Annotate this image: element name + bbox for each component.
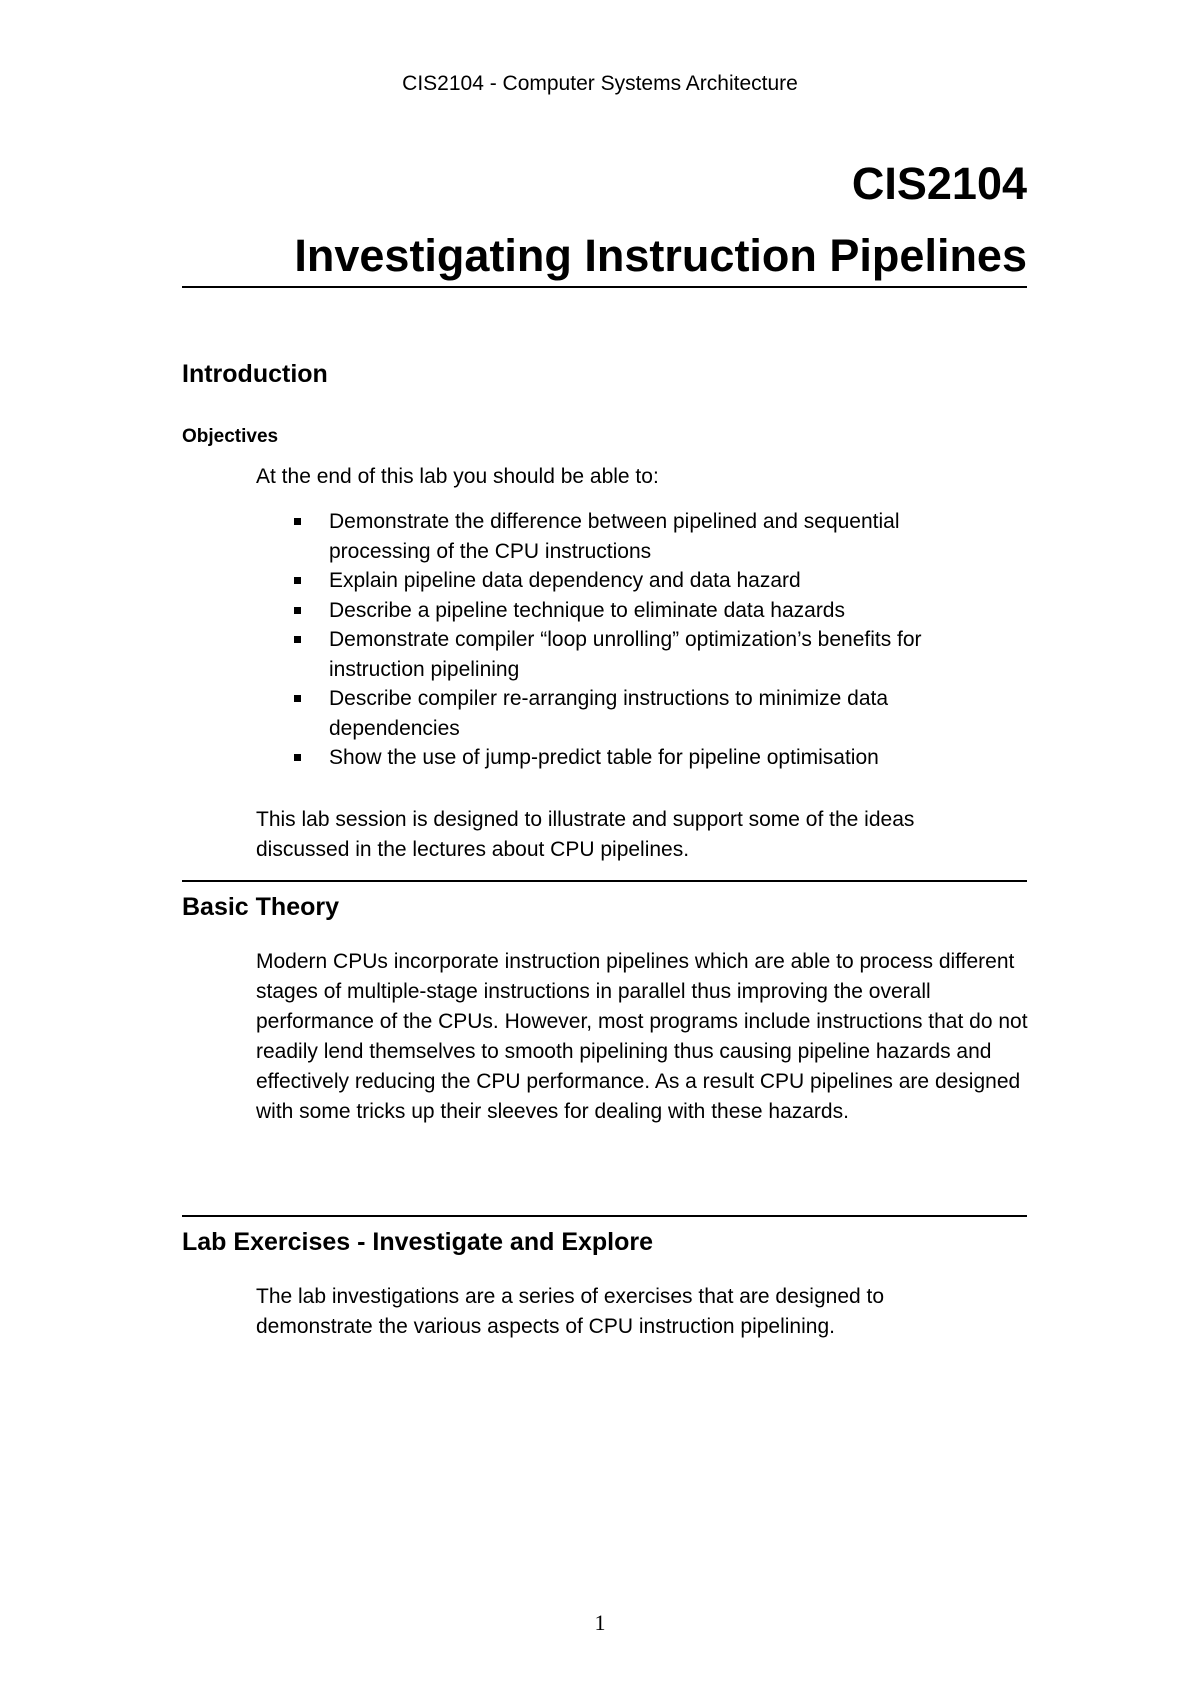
running-header: CIS2104 - Computer Systems Architecture (402, 72, 798, 95)
objectives-list (294, 507, 994, 773)
objective-text: Show the use of jump-predict table for pipeline optimisation (329, 746, 879, 769)
lab-exercises-paragraph: The lab investigations are a series of exercises that are designed to demonstrate the various aspects of CPU instruction pipelining. (256, 1285, 885, 1338)
list-item (294, 596, 994, 626)
objective-text: Demonstrate the difference between pipelined and sequential processing of the CPU instructions (329, 510, 900, 563)
title-divider (182, 286, 1027, 288)
square-bullet-icon (294, 607, 301, 614)
section-divider (182, 880, 1027, 882)
lab-exercises-heading: Lab Exercises - Investigate and Explore (182, 1228, 654, 1256)
basic-theory-heading: Basic Theory (182, 893, 340, 921)
objective-text: Explain pipeline data dependency and data hazard (329, 569, 801, 592)
objective-text: Demonstrate compiler “loop unrolling” optimization’s benefits for instruction pipelining (329, 628, 922, 681)
objective-text: Describe compiler re-arranging instructions to minimize data dependencies (329, 687, 889, 740)
square-bullet-icon (294, 636, 301, 643)
section-divider (182, 1215, 1027, 1217)
introduction-heading: Introduction (182, 360, 328, 388)
list-item (294, 743, 994, 773)
square-bullet-icon (294, 754, 301, 761)
square-bullet-icon (294, 695, 301, 702)
objectives-lead: At the end of this lab you should be able to: (256, 465, 659, 488)
list-item (294, 684, 994, 743)
course-code: CIS2104 (851, 158, 1027, 209)
square-bullet-icon (294, 518, 301, 525)
page-title: Investigating Instruction Pipelines (294, 230, 1027, 281)
basic-theory-paragraph: Modern CPUs incorporate instruction pipelines which are able to process different stages of multiple-stage instructions in parallel thus improving the overall performance of the CPUs. However, most programs include instructions that do not readily lend themselves to smooth pipelining thus causing pipeline hazards and effectively reducing the CPU performance. As a result CPU pipelines are designed with some tricks up their sleeves for dealing with these hazards. (256, 950, 1028, 1123)
introduction-closing: This lab session is designed to illustrate and support some of the ideas discussed in the lectures about CPU pipelines. (256, 808, 915, 861)
list-item (294, 507, 994, 566)
page-number: 1 (594, 1610, 606, 1635)
list-item (294, 625, 994, 684)
objective-text: Describe a pipeline technique to eliminate data hazards (329, 598, 845, 622)
title-block (182, 155, 1027, 285)
list-item (294, 566, 994, 596)
square-bullet-icon (294, 577, 301, 584)
objectives-heading: Objectives (182, 426, 279, 447)
